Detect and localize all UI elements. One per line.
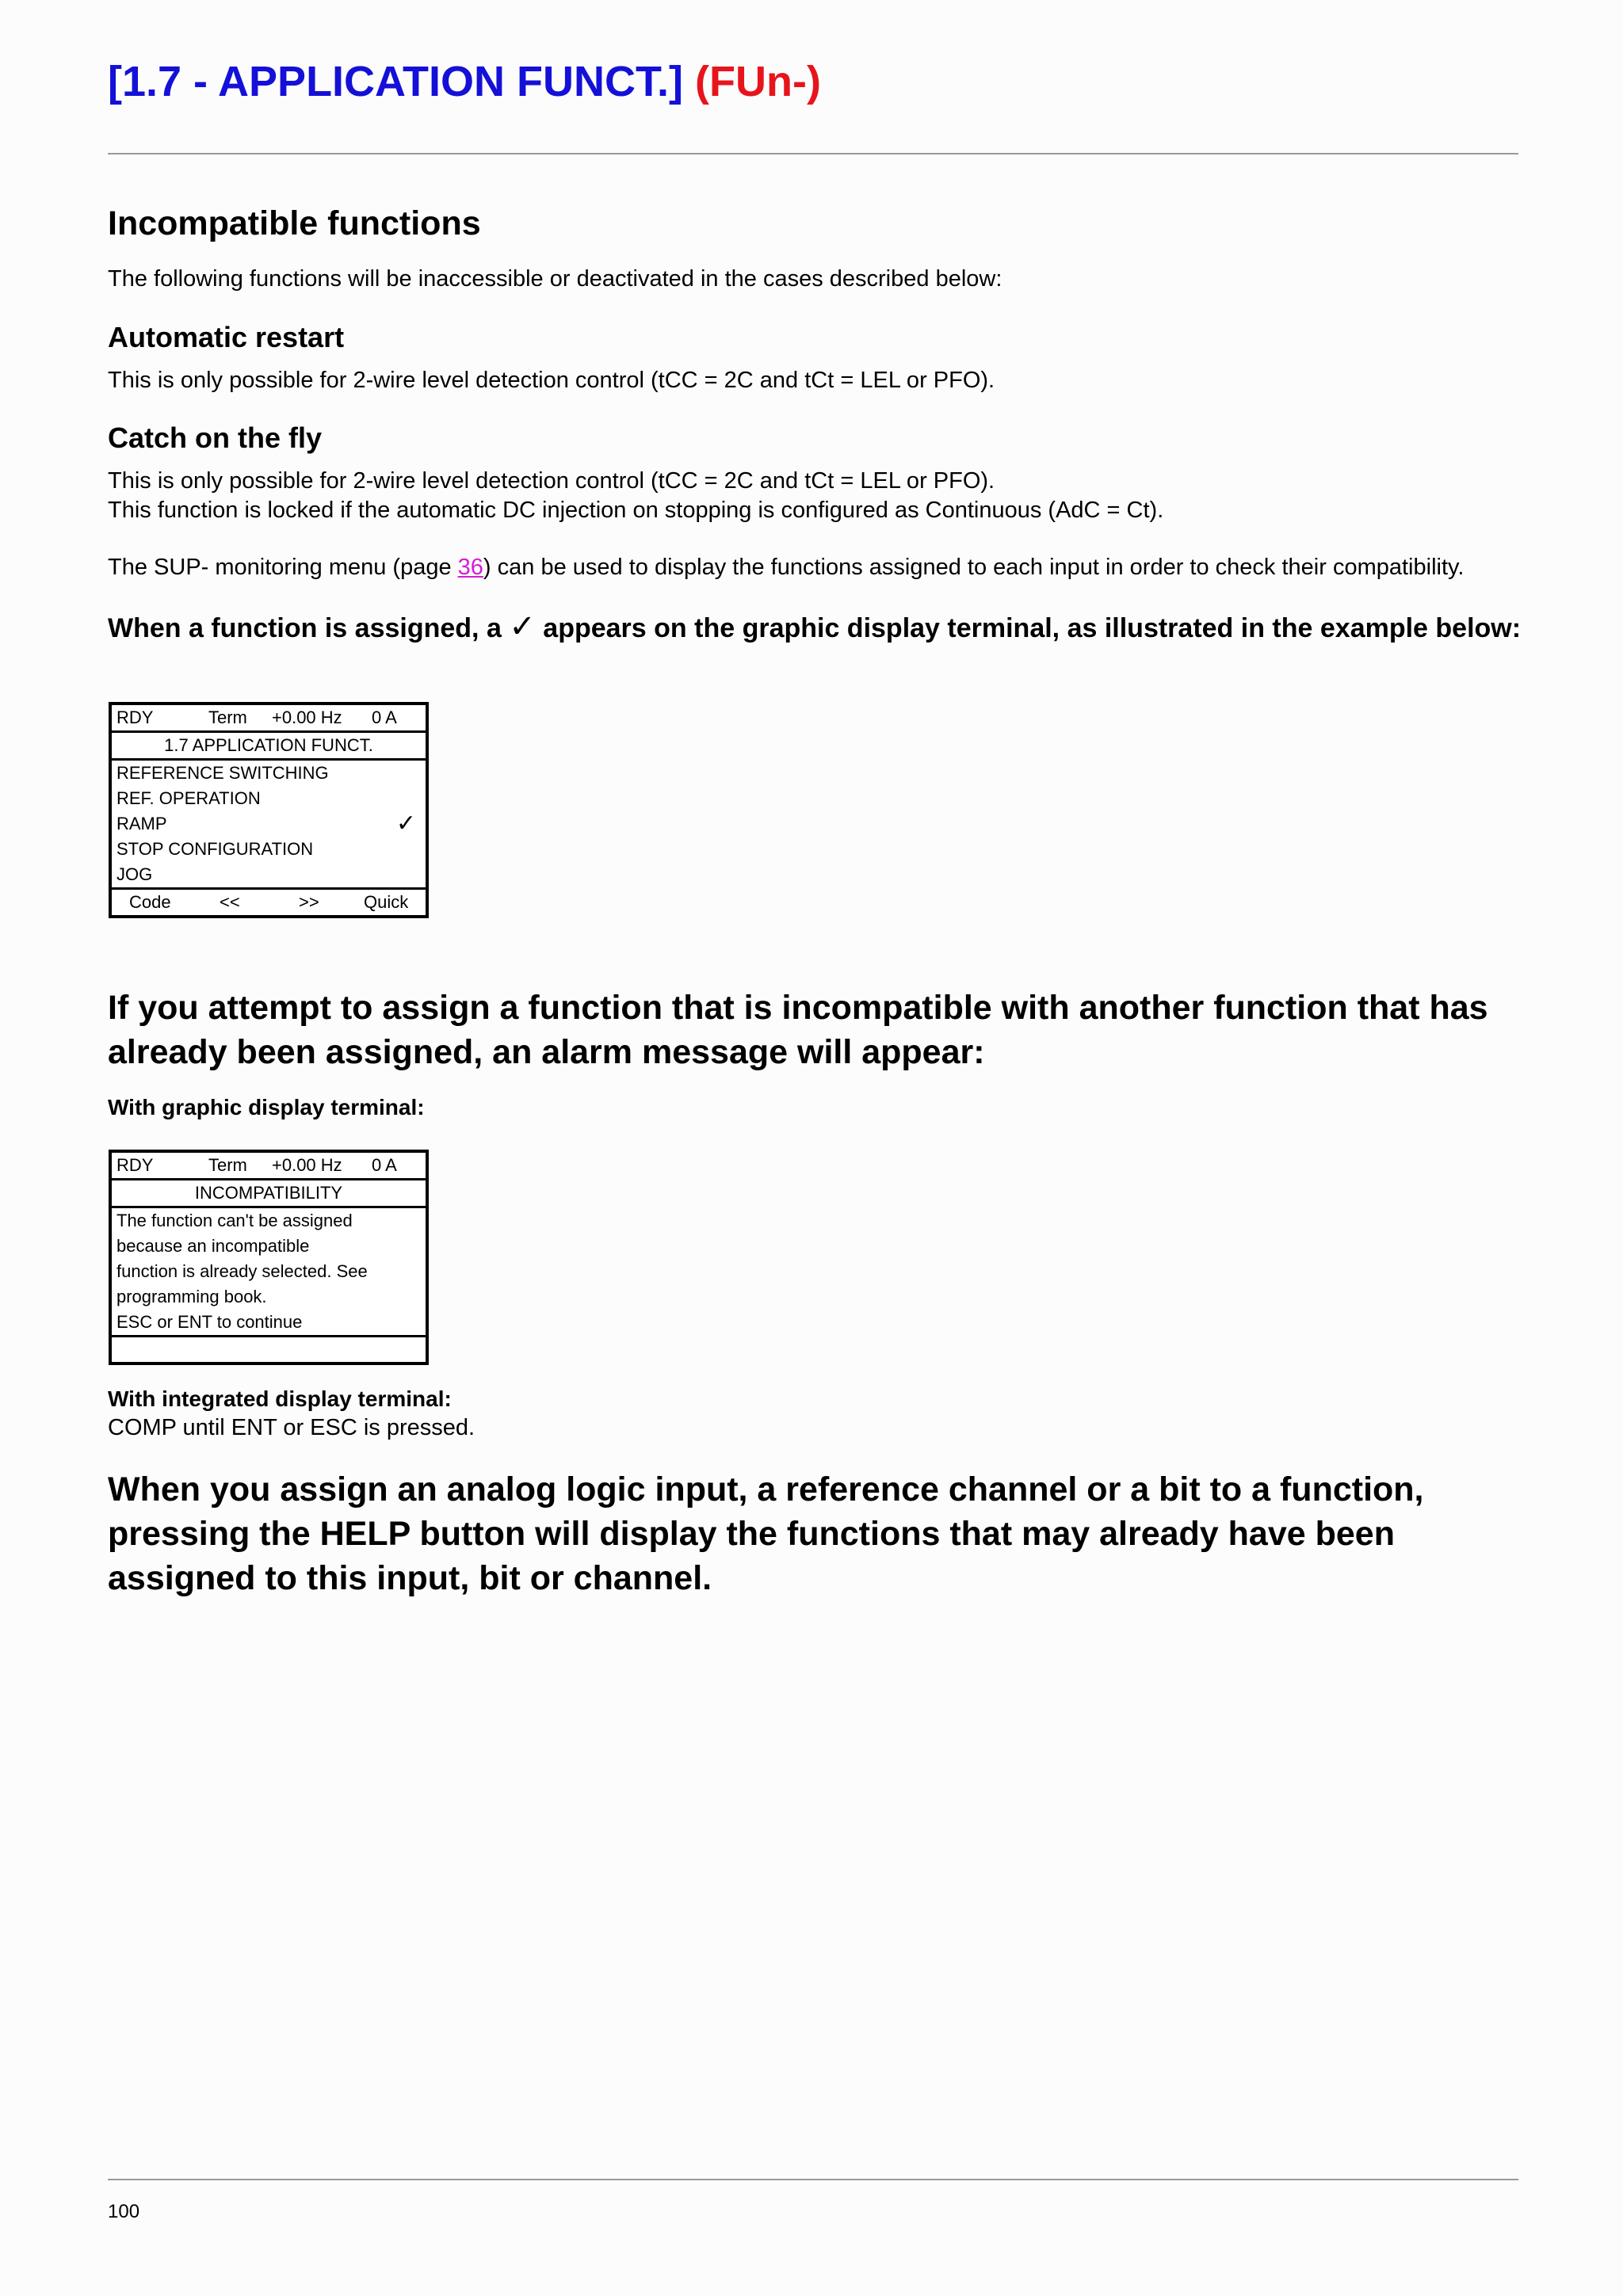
assigned-note [108,608,1521,645]
header-divider [108,153,1518,154]
menu-item-ramp[interactable] [112,811,426,837]
footer-divider [108,2179,1518,2180]
menu-item-label: STOP CONFIGURATION [116,839,314,859]
integrated-terminal-label: With integrated display terminal: [108,1386,452,1411]
integrated-terminal-text: COMP until ENT or ESC is pressed. [108,1415,475,1440]
terminal-empty-footer [112,1335,426,1362]
page-title-main: [1.7 - APPLICATION FUNCT.] [108,58,683,105]
graphic-terminal-label: With graphic display terminal: [108,1095,425,1119]
menu-item-ref-operation[interactable] [112,786,426,811]
alarm-heading: If you attempt to assign a function that is incompatible with another function that has already been assigned, an alarm message will appear: [108,989,1488,1071]
alarm-message-line: programming book. [116,1287,267,1306]
terminal-function-keys [112,887,426,915]
terminal-alarm-title: INCOMPATIBILITY [112,1180,426,1208]
heading-automatic-restart: Automatic restart [108,321,345,353]
terminal-status: RDY [116,707,154,727]
terminal-menu-title: 1.7 APPLICATION FUNCT. [112,733,426,761]
menu-item-label: REF. OPERATION [116,788,261,808]
sup-text-before: The SUP- monitoring menu (page [108,555,458,580]
page-title-code: (FUn-) [695,58,821,105]
alarm-message-line: The function can't be assigned [116,1211,353,1230]
catch-on-fly-line2: This function is locked if the automatic DC injection on stopping is configured as Continuous (AdC = Ct). [108,498,1164,523]
alarm-message-line: because an incompatible [116,1236,310,1256]
automatic-restart-text: This is only possible for 2-wire level detection control (tCC = 2C and tCt = LEL or PFO). [108,368,995,393]
graphic-terminal-screen-2 [109,1150,429,1365]
menu-item-label: RAMP [116,814,167,833]
catch-on-fly-line1: This is only possible for 2-wire level detection control (tCC = 2C and tCt = LEL or PFO). [108,468,995,494]
terminal-status: RDY [116,1155,154,1175]
page-number: 100 [108,2201,140,2222]
assigned-text-after: appears on the graphic display terminal, as illustrated in the example below: [543,613,1522,643]
function-key-next[interactable]: >> [299,892,319,912]
terminal-current: 0 A [372,707,397,727]
alarm-message-line: function is already selected. See [116,1261,368,1281]
alarm-message-line: ESC or ENT to continue [116,1312,303,1332]
terminal-status-bar [112,1153,426,1180]
sup-monitoring-text [108,553,1464,582]
terminal-frequency: +0.00 Hz [272,707,342,727]
menu-item-label: JOG [116,864,153,884]
function-key-prev[interactable]: << [220,892,240,912]
check-icon: ✓ [509,609,536,644]
terminal-status-bar [112,705,426,733]
intro-text: The following functions will be inaccessible or deactivated in the cases described below: [108,266,1002,292]
terminal-current: 0 A [372,1155,397,1175]
graphic-terminal-screen-1 [109,702,429,918]
assigned-text-before: When a function is assigned, a [108,613,502,643]
help-heading: When you assign an analog logic input, a reference channel or a bit to a function, pressing the HELP button will display the functions that may already have been assigned to this input, bit or channel. [108,1470,1424,1597]
function-key-code[interactable]: Code [129,892,171,912]
terminal-mode: Term [208,1155,247,1175]
heading-catch-on-fly: Catch on the fly [108,421,323,454]
menu-item-label: REFERENCE SWITCHING [116,763,329,783]
sup-text-after: ) can be used to display the functions assigned to each input in order to check their compatibility. [483,555,1465,580]
check-icon: ✓ [395,810,416,837]
function-key-quick[interactable]: Quick [364,892,409,912]
page-36-link[interactable]: 36 [457,555,483,580]
menu-item-jog[interactable] [112,862,426,887]
page-title [108,57,821,106]
menu-item-reference-switching[interactable] [112,761,426,786]
menu-item-stop-configuration[interactable] [112,837,426,862]
section-heading-incompatible: Incompatible functions [108,204,481,242]
terminal-mode: Term [208,707,247,727]
terminal-frequency: +0.00 Hz [272,1155,342,1175]
